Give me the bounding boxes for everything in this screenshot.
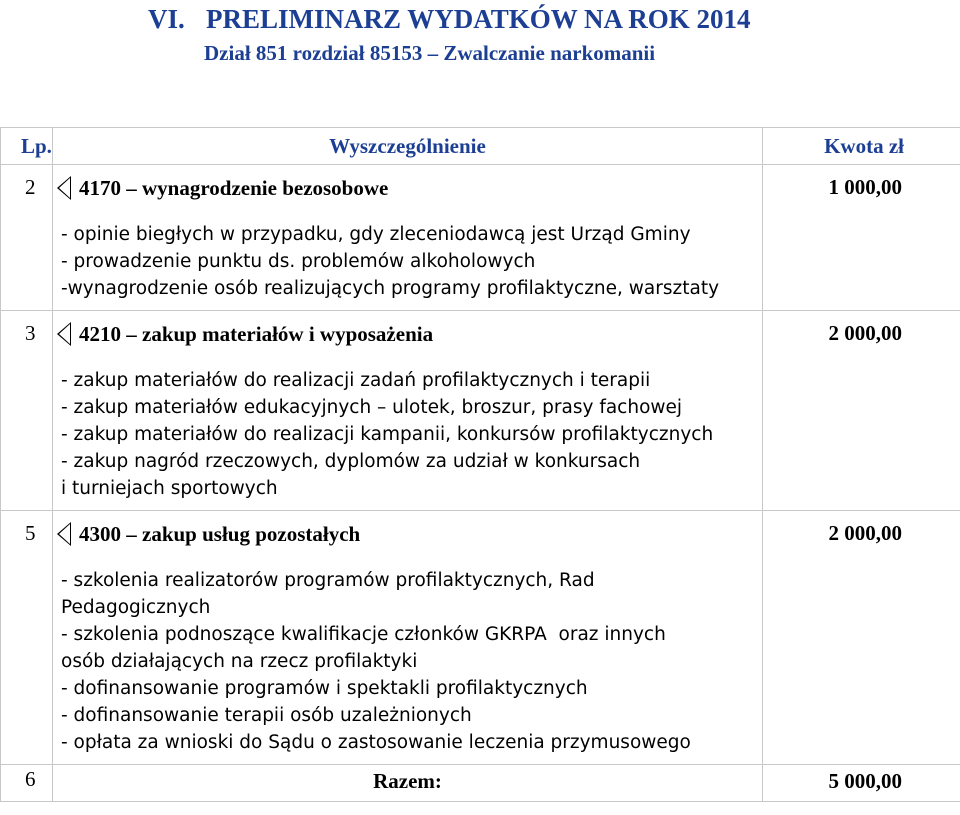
section-number: VI.: [148, 4, 185, 34]
list-item: osób działających na rzecz profilaktyki: [61, 651, 418, 672]
list-item: - zakup materiałów edukacyjnych – ulotek, broszur, prasy fachowej: [61, 397, 683, 418]
category-label: 4300 – zakup usług pozostałych: [79, 521, 361, 546]
list-item: - dofinansowanie programów i spektakli profilaktycznych: [61, 678, 588, 699]
list-item: - zakup materiałów do realizacji zadań profilaktycznych i terapii: [61, 370, 651, 391]
arrow-left-icon: [57, 522, 71, 546]
row-description: [53, 511, 763, 765]
row-description: [53, 165, 763, 311]
item-list: [61, 367, 758, 502]
list-item: - opłata za wnioski do Sądu o zastosowanie leczenia przymusowego: [61, 732, 691, 753]
item-list: [61, 567, 758, 756]
category-heading: [61, 517, 758, 551]
list-item: - szkolenia realizatorów programów profilaktycznych, Rad: [61, 570, 595, 591]
list-item: - prowadzenie punktu ds. problemów alkoholowych: [61, 251, 536, 272]
table-row: [1, 511, 960, 765]
list-item: i turniejach sportowych: [61, 478, 278, 499]
item-list: [61, 221, 758, 302]
section-title-text: PRELIMINARZ WYDATKÓW NA ROK 2014: [206, 4, 751, 34]
table-header-row: [1, 128, 960, 165]
arrow-left-icon: [57, 176, 71, 200]
list-item: - zakup materiałów do realizacji kampanii, konkursów profilaktycznych: [61, 424, 714, 445]
category-label: 4170 – wynagrodzenie bezosobowe: [79, 175, 389, 200]
section-title: [148, 4, 751, 35]
arrow-left-icon: [57, 322, 71, 346]
table-row: [1, 311, 960, 511]
row-amount: 1 000,00: [763, 165, 960, 311]
summary-row: [1, 765, 960, 802]
row-lp: 5: [1, 511, 53, 765]
category-heading: [61, 317, 758, 351]
summary-lp: 6: [1, 765, 53, 802]
list-item: Pedagogicznych: [61, 597, 211, 618]
column-header-lp: Lp.: [1, 128, 53, 165]
row-amount: 2 000,00: [763, 511, 960, 765]
section-subtitle: Dział 851 rozdział 85153 – Zwalczanie narkomanii: [204, 41, 656, 65]
list-item: - opinie biegłych w przypadku, gdy zleceniodawcą jest Urząd Gminy: [61, 224, 691, 245]
category-label: 4210 – zakup materiałów i wyposażenia: [79, 321, 434, 346]
list-item: -wynagrodzenie osób realizujących programy profilaktyczne, warsztaty: [61, 278, 720, 299]
category-heading: [61, 171, 758, 205]
row-lp: 2: [1, 165, 53, 311]
row-description: [53, 311, 763, 511]
list-item: - dofinansowanie terapii osób uzależnionych: [61, 705, 472, 726]
list-item: - szkolenia podnoszące kwalifikacje członków GKRPA oraz innych: [61, 624, 666, 645]
summary-label: Razem:: [53, 765, 763, 802]
expenses-table: [0, 127, 960, 802]
column-header-amount: Kwota zł: [763, 128, 960, 165]
summary-amount: 5 000,00: [763, 765, 960, 802]
row-lp: 3: [1, 311, 53, 511]
column-header-description: Wyszczególnienie: [53, 128, 763, 165]
list-item: - zakup nagród rzeczowych, dyplomów za udział w konkursach: [61, 451, 641, 472]
row-amount: 2 000,00: [763, 311, 960, 511]
table-row: [1, 165, 960, 311]
